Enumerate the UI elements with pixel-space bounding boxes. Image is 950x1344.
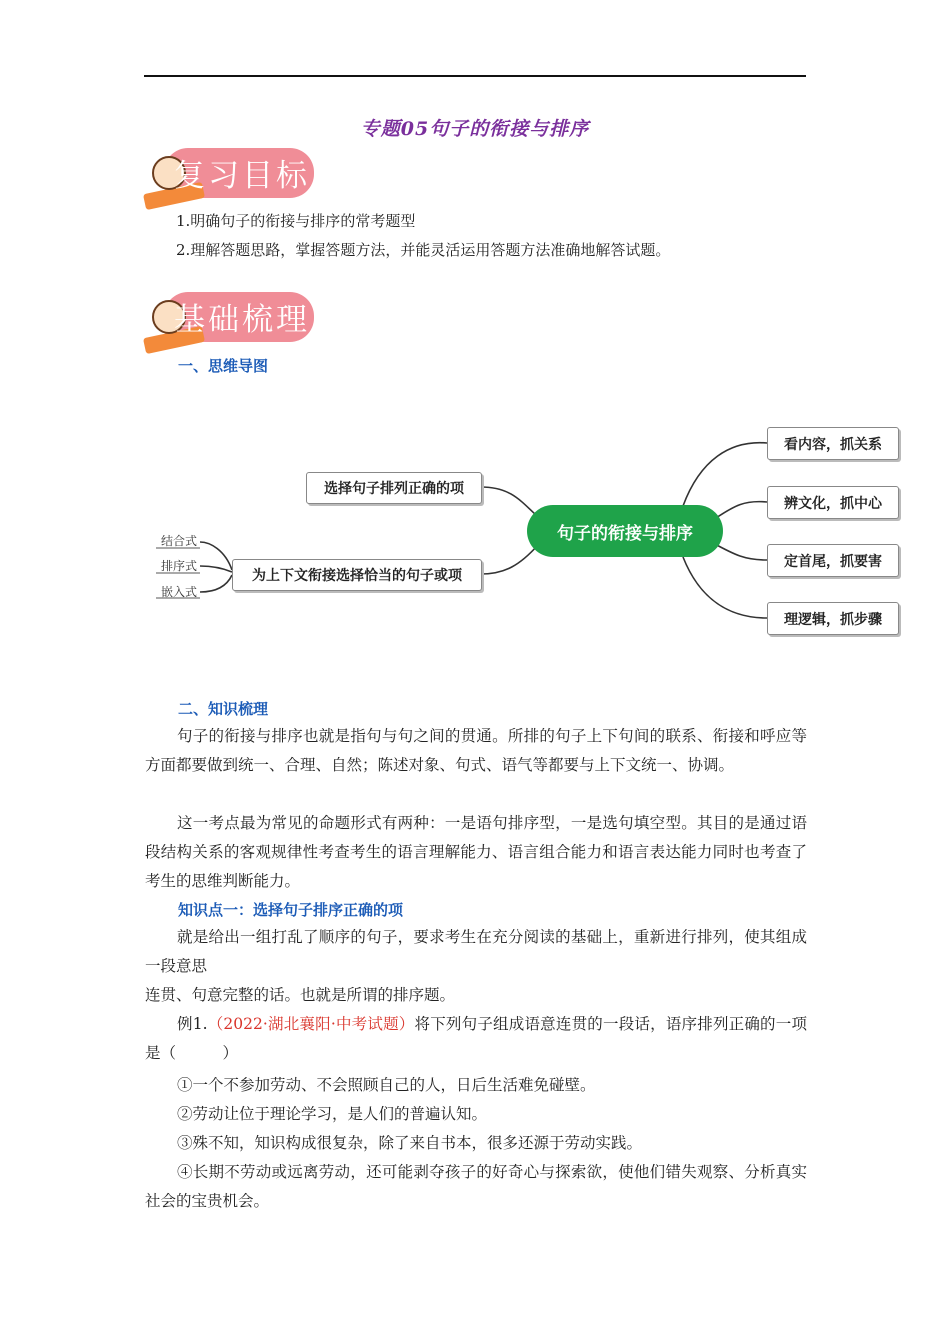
mindmap-center-node: 句子的衔接与排序 xyxy=(527,505,723,557)
banner-label: 基础梳理 xyxy=(174,302,310,338)
mindmap-right-node-4: 理逻辑，抓步骤 xyxy=(767,602,899,635)
mindmap-sub-node-3: 嵌入式 xyxy=(161,585,198,599)
paragraph-3-continued: 连贯、句意完整的话。也就是所谓的排序题。 xyxy=(145,986,456,1004)
mindmap-right-node-3: 定首尾，抓要害 xyxy=(767,544,899,577)
mindmap-left-node-2: 为上下文衔接选择恰当的句子或项 xyxy=(232,559,482,591)
mindmap-right-node-2: 辨文化，抓中心 xyxy=(767,486,899,519)
example-source: （2022·湖北襄阳·中考试题） xyxy=(207,1015,415,1033)
header-rule xyxy=(144,75,806,77)
goal-1: 1.明确句子的衔接与排序的常考题型 xyxy=(176,212,416,230)
review-goals-banner xyxy=(144,142,314,210)
example-text: 将下列句子组成语意连贯的一段话，语序排列正确的一项是（ ） xyxy=(145,1015,807,1062)
section-knowledge-heading: 二、知识梳理 xyxy=(178,700,269,718)
banner-label: 复习目标 xyxy=(174,158,310,194)
option-item-2: ②劳动让位于理论学习，是人们的普遍认知。 xyxy=(177,1105,488,1123)
paragraph-2: 这一考点最为常见的命题形式有两种：一是语句排序型，一是选句填空型。其目的是通过语段结构关系的客观规律性考查考生的语言理解能力、语言组合能力和语言表达能力同时也考查了考生的思维判断能力。 xyxy=(145,814,807,890)
option-item-3: ③殊不知，知识构成很复杂，除了来自书本，很多还源于劳动实践。 xyxy=(177,1134,643,1152)
section-mindmap-heading: 一、思维导图 xyxy=(178,357,269,375)
mindmap-left-node-1: 选择句子排列正确的项 xyxy=(306,472,482,504)
basics-banner xyxy=(144,286,314,354)
page-title: 专题05句子的衔接与排序 xyxy=(360,118,590,140)
option-item-1: ①一个不参加劳动、不会照顾自己的人，日后生活难免碰壁。 xyxy=(177,1076,596,1094)
mindmap-right-node-1: 看内容，抓关系 xyxy=(767,427,899,460)
mindmap-sub-node-1: 结合式 xyxy=(161,534,198,548)
knowledge-point-1: 知识点一：选择句子排序正确的项 xyxy=(178,901,404,919)
example-prefix: 例1. xyxy=(177,1015,208,1033)
paragraph-1: 句子的衔接与排序也就是指句与句之间的贯通。所排的句子上下句间的联系、衔接和呼应等方面都要做到统一、合理、自然；陈述对象、句式、语气等都要与上下文统一、协调。 xyxy=(145,727,807,774)
mindmap-sub-node-2: 排序式 xyxy=(161,559,198,573)
paragraph-3: 就是给出一组打乱了顺序的句子，要求考生在充分阅读的基础上，重新进行排列，使其组成一段意思 xyxy=(145,928,807,975)
option-item-4: ④长期不劳动或远离劳动，还可能剥夺孩子的好奇心与探索欲，使他们错失观察、分析真实社会的宝贵机会。 xyxy=(145,1163,807,1210)
example-1 xyxy=(145,1010,807,1068)
goal-2: 2.理解答题思路，掌握答题方法，并能灵活运用答题方法准确地解答试题。 xyxy=(176,241,671,259)
